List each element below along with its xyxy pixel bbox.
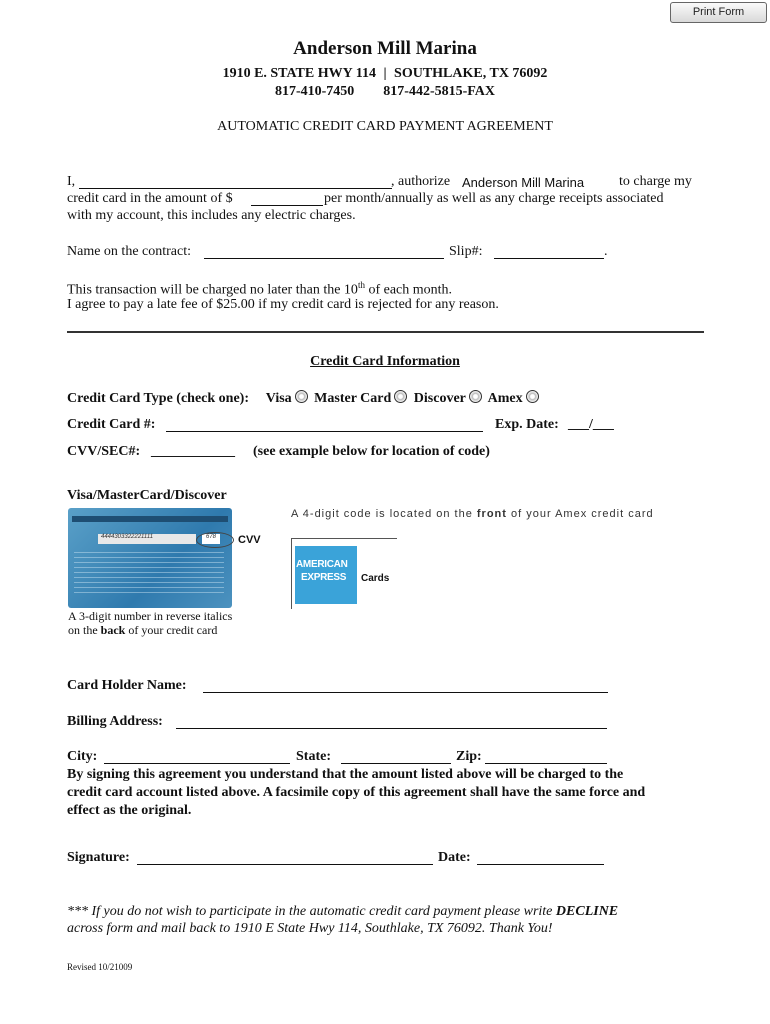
slip-field[interactable] bbox=[494, 258, 604, 259]
zip-field[interactable] bbox=[485, 763, 607, 764]
signature-label: Signature: bbox=[67, 850, 130, 865]
agreement-text-1: By signing this agreement you understand that the amount listed above will be charged to the bbox=[67, 767, 624, 782]
state-label: State: bbox=[296, 749, 331, 764]
card-number-label: Credit Card #: bbox=[67, 417, 156, 432]
intro-i: I, bbox=[67, 174, 76, 189]
exp-date-field[interactable]: ___/___ bbox=[568, 417, 614, 432]
mastercard-radio[interactable] bbox=[394, 390, 407, 403]
cc-type-mastercard: Master Card bbox=[314, 391, 392, 406]
decline-note-2: across form and mail back to 1910 E State Hwy 114, Southlake, TX 76092. Thank You! bbox=[67, 921, 553, 936]
amex-logo bbox=[295, 546, 357, 604]
visa-radio[interactable] bbox=[295, 390, 308, 403]
agreement-title: AUTOMATIC CREDIT CARD PAYMENT AGREEMENT bbox=[217, 119, 553, 134]
intro-line2b: per month/annually as well as any charge receipts associated bbox=[324, 191, 664, 206]
visa-example-note-a: A 3-digit number in reverse italics bbox=[68, 609, 233, 623]
address-divider: | bbox=[383, 66, 387, 81]
visa-example-note-b: on the back of your credit card bbox=[68, 623, 218, 637]
agreement-text-2: credit card account listed above. A facsimile copy of this agreement shall have the same force and bbox=[67, 785, 646, 800]
card-holder-field[interactable] bbox=[203, 692, 608, 693]
phone-number: 817-410-7450 bbox=[274, 84, 355, 99]
cvv-note: (see example below for location of code) bbox=[253, 444, 490, 459]
signature-field[interactable] bbox=[137, 864, 433, 865]
cc-type-amex: Amex bbox=[487, 391, 523, 406]
revised-date: Revised 10/21009 bbox=[67, 962, 133, 972]
cvv-label: CVV/SEC#: bbox=[67, 444, 141, 459]
amex-example-note: A 4-digit code is located on the front of your Amex credit card bbox=[291, 508, 654, 520]
fax-number: 817-442-5815-FAX bbox=[383, 84, 496, 99]
date-field[interactable] bbox=[477, 864, 604, 865]
city-label: City: bbox=[67, 749, 98, 764]
agreement-text-3: effect as the original. bbox=[67, 803, 192, 818]
cc-type-visa: Visa bbox=[265, 391, 292, 406]
amex-logo-line1: AMERICAN bbox=[296, 559, 348, 570]
late-fee-text: I agree to pay a late fee of $25.00 if my credit card is rejected for any reason. bbox=[67, 297, 499, 312]
customer-name-field[interactable] bbox=[79, 188, 392, 189]
address-line bbox=[0, 66, 770, 82]
phone-line bbox=[0, 84, 770, 100]
card-holder-label: Card Holder Name: bbox=[67, 678, 187, 693]
slip-label: Slip#: bbox=[449, 244, 483, 259]
city-field[interactable] bbox=[104, 763, 290, 764]
card-fine-print bbox=[74, 552, 224, 596]
billing-address-label: Billing Address: bbox=[67, 714, 163, 729]
amex-radio[interactable] bbox=[526, 390, 539, 403]
cc-type-row bbox=[67, 390, 542, 407]
section-divider bbox=[67, 331, 704, 333]
cvv-callout-label: CVV bbox=[238, 534, 261, 546]
decline-note-1: *** If you do not wish to participate in the automatic credit card payment please write DECLINE bbox=[67, 904, 619, 919]
date-label: Date: bbox=[438, 850, 471, 865]
cvv-field[interactable]: ____________ bbox=[151, 444, 235, 459]
visa-example-heading: Visa/MasterCard/Discover bbox=[67, 488, 227, 503]
exp-date-label: Exp. Date: bbox=[495, 417, 559, 432]
cvv-sample: 678 bbox=[202, 534, 220, 544]
amex-logo-line3: Cards bbox=[361, 573, 390, 584]
address-street: 1910 E. STATE HWY 114 bbox=[222, 66, 376, 81]
magnetic-stripe bbox=[72, 516, 228, 522]
intro-line3: with my account, this includes any electric charges. bbox=[67, 208, 356, 223]
contract-name-field[interactable] bbox=[204, 258, 444, 259]
discover-radio[interactable] bbox=[469, 390, 482, 403]
intro-amount-label: credit card in the amount of $ bbox=[67, 191, 233, 206]
slip-period: . bbox=[604, 244, 608, 259]
marina-field[interactable]: Anderson Mill Marina bbox=[462, 175, 585, 190]
intro-authorize: , authorize bbox=[391, 174, 451, 189]
cc-heading: Credit Card Information bbox=[310, 354, 460, 369]
intro-to-charge: to charge my bbox=[619, 174, 692, 189]
zip-label: Zip: bbox=[456, 749, 482, 764]
company-name: Anderson Mill Marina bbox=[293, 38, 477, 59]
contract-name-label: Name on the contract: bbox=[67, 244, 192, 259]
amex-logo-line2: EXPRESS bbox=[301, 572, 347, 583]
cc-type-discover: Discover bbox=[413, 391, 466, 406]
card-back-image bbox=[68, 508, 232, 608]
print-form-button[interactable]: Print Form bbox=[670, 2, 767, 23]
billing-address-field[interactable] bbox=[176, 728, 607, 729]
address-city: SOUTHLAKE, TX 76092 bbox=[394, 66, 548, 81]
card-number-field[interactable] bbox=[166, 431, 483, 432]
cvv-highlight-circle bbox=[196, 532, 234, 548]
amount-field[interactable] bbox=[251, 205, 323, 206]
state-field[interactable] bbox=[341, 763, 451, 764]
cc-type-label: Credit Card Type (check one): bbox=[67, 391, 249, 406]
transaction-text: This transaction will be charged no later than the 10th of each month. bbox=[67, 280, 453, 298]
card-number-sample: 4444303322221111 bbox=[101, 534, 154, 540]
